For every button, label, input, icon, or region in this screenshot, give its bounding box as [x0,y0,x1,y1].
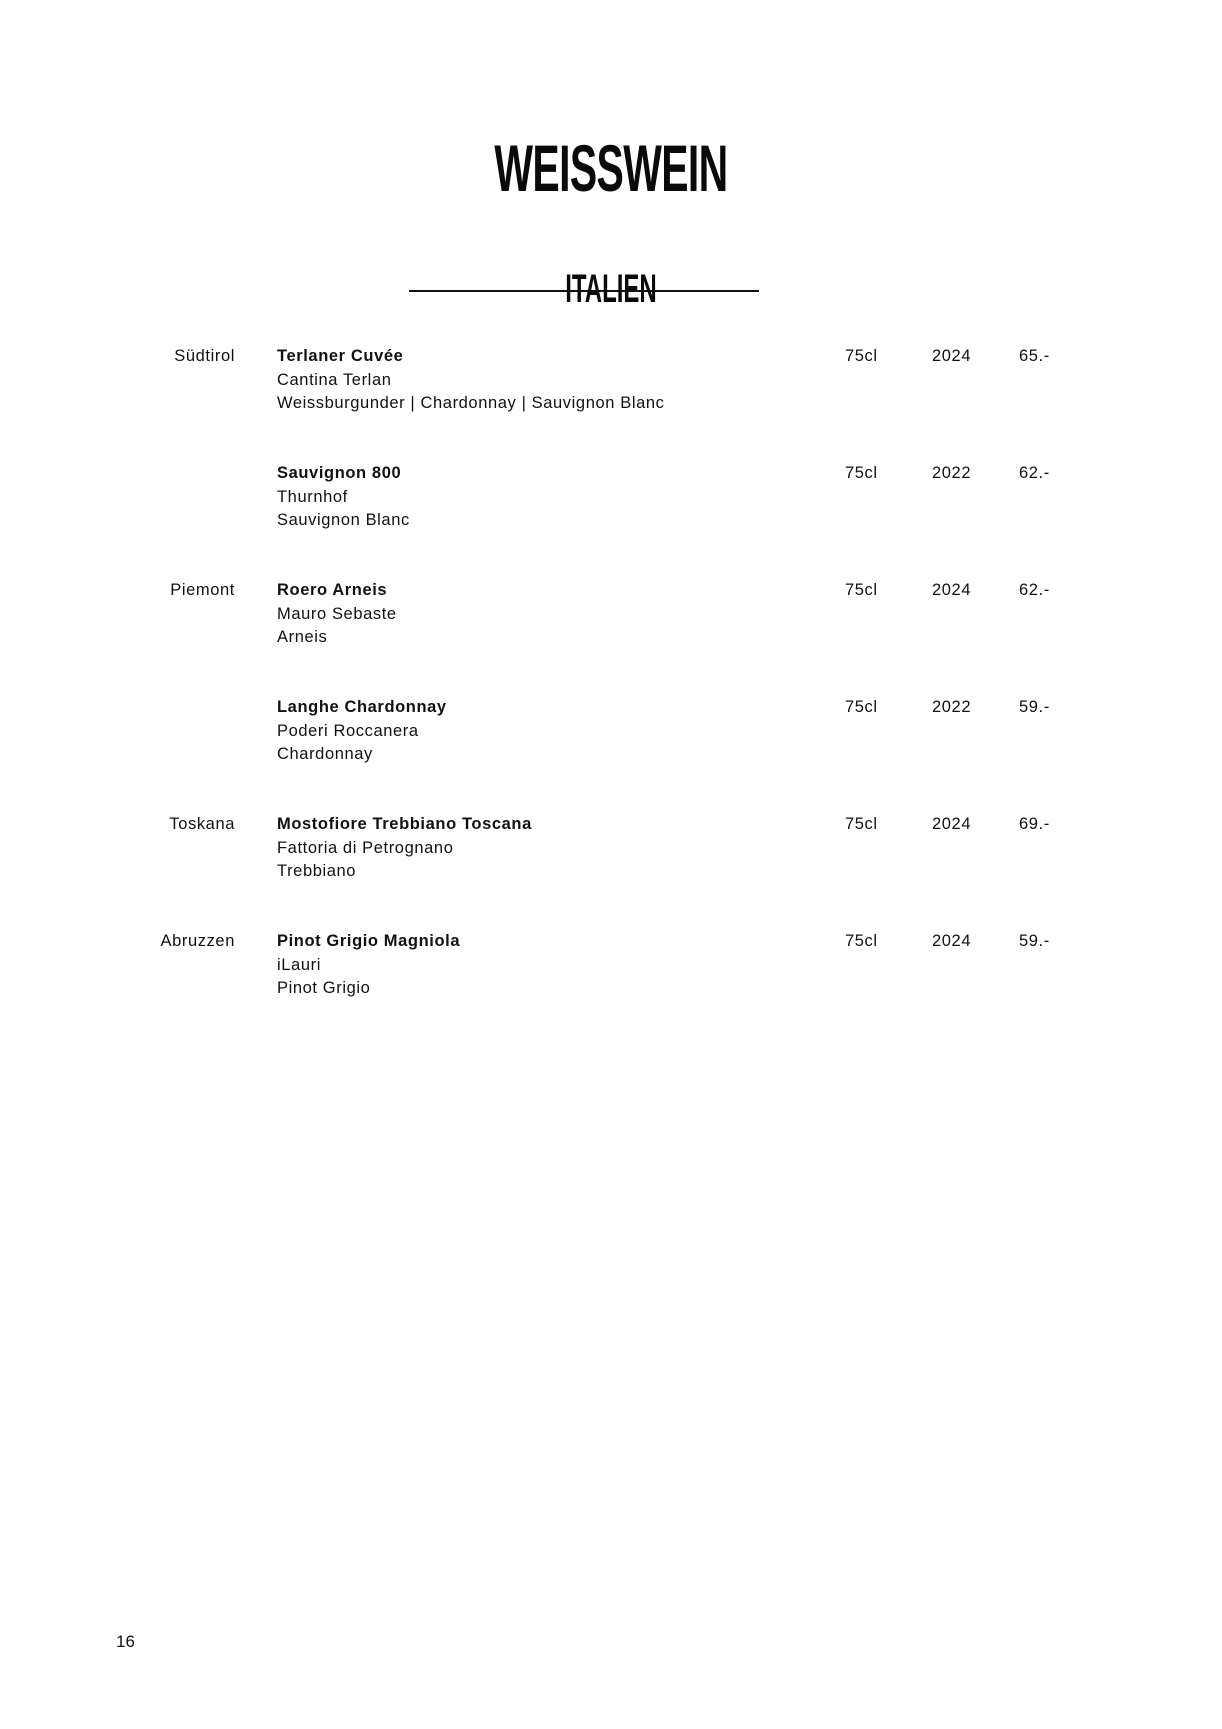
wine-entry [0,345,1222,462]
wine-grapes: Arneis [277,628,328,646]
section-divider [409,290,759,292]
wine-details [277,462,410,533]
page-title: WEISSWEIN [494,131,728,206]
wine-vintage: 2024 [932,581,972,599]
wine-name: Roero Arneis [277,581,388,599]
wine-entry [0,462,1222,579]
section-title: ITALIEN [565,267,657,312]
wine-producer: Cantina Terlan [277,370,392,389]
wine-name: Langhe Chardonnay [277,698,447,716]
wine-name: Mostofiore Trebbiano Toscana [277,815,532,833]
wine-volume: 75cl [845,347,878,365]
wine-vintage: 2024 [932,932,972,950]
wine-entry [0,813,1222,930]
wine-price: 65.- [1019,347,1050,365]
wine-grapes: Sauvignon Blanc [277,511,410,529]
wine-name: Terlaner Cuvée [277,347,404,365]
wine-volume: 75cl [845,932,878,950]
wine-price: 59.- [1019,932,1050,950]
wine-volume: 75cl [845,464,878,482]
wine-details [277,813,532,884]
wine-producer: Mauro Sebaste [277,604,397,623]
wine-entry [0,579,1222,696]
wine-grapes: Weissburgunder | Chardonnay | Sauvignon Blanc [277,394,665,412]
wine-details [277,579,397,650]
wine-price: 62.- [1019,464,1050,482]
wine-vintage: 2024 [932,815,972,833]
wine-region: Abruzzen [160,932,235,950]
wine-name: Pinot Grigio Magniola [277,932,461,950]
wine-grapes: Chardonnay [277,745,373,763]
wine-region: Toskana [169,815,235,833]
wine-price: 62.- [1019,581,1050,599]
wine-region: Piemont [170,581,235,599]
wine-producer: Fattoria di Petrognano [277,838,454,857]
wine-producer: Thurnhof [277,487,348,506]
wine-details [277,930,460,1001]
wine-price: 59.- [1019,698,1050,716]
wine-region: Südtirol [174,347,235,365]
wine-grapes: Trebbiano [277,862,357,880]
wine-vintage: 2024 [932,347,972,365]
wine-grapes: Pinot Grigio [277,979,371,997]
wine-entry [0,696,1222,813]
wine-price: 69.- [1019,815,1050,833]
wine-details [277,345,665,416]
wine-vintage: 2022 [932,464,972,482]
wine-name: Sauvignon 800 [277,464,402,482]
wine-volume: 75cl [845,698,878,716]
wine-volume: 75cl [845,815,878,833]
wine-vintage: 2022 [932,698,972,716]
wine-details [277,696,447,767]
wine-entry [0,930,1222,1047]
wine-volume: 75cl [845,581,878,599]
wine-producer: iLauri [277,955,321,974]
page-number: 16 [116,1632,135,1651]
wine-list [0,345,1222,1047]
wine-producer: Poderi Roccanera [277,721,419,740]
